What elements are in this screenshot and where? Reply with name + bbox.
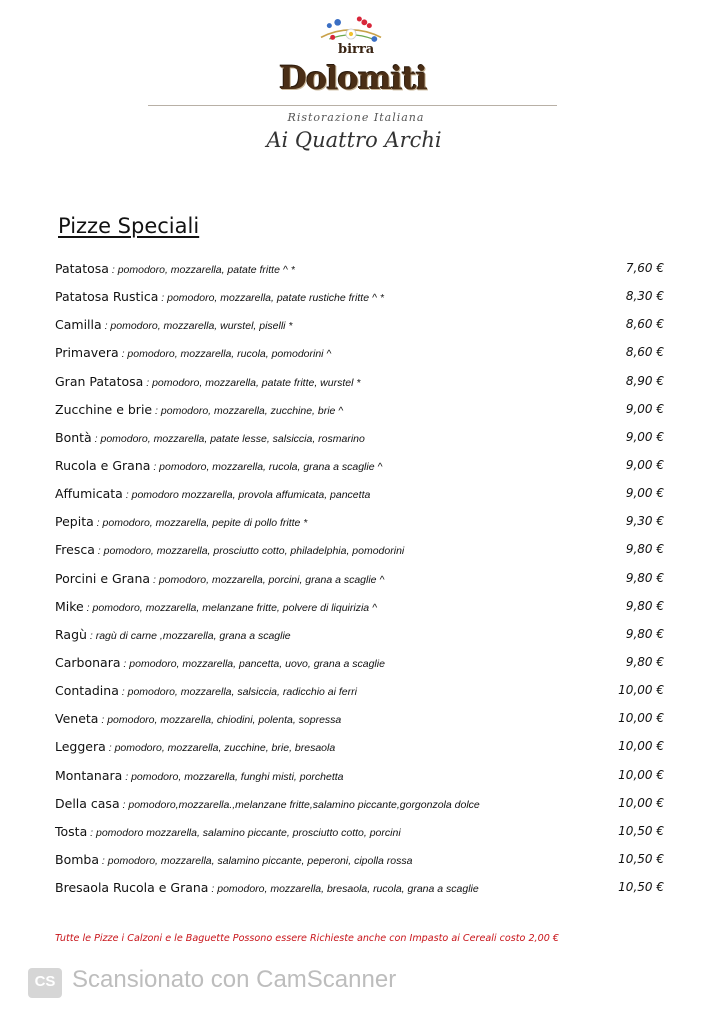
price-value: 10,00 bbox=[618, 683, 653, 698]
item-name: Primavera bbox=[55, 345, 119, 361]
item-separator: : bbox=[122, 489, 132, 502]
menu-item bbox=[55, 624, 664, 652]
item-description: pomodoro, mozzarella, patate fritte, wurstel * bbox=[152, 376, 361, 389]
item-price bbox=[612, 849, 664, 869]
item-name: Fresca bbox=[55, 542, 95, 558]
camscanner-watermark: Scansionato con CamScanner bbox=[72, 966, 397, 993]
menu-item bbox=[55, 680, 664, 708]
price-value: 10,00 bbox=[618, 767, 653, 782]
item-description: pomodoro, mozzarella, porcini, grana a scaglie ^ bbox=[158, 573, 385, 586]
price-value: 9,80 bbox=[625, 542, 653, 557]
item-description: pomodoro, mozzarella, salsiccia, radicchio ai ferri bbox=[127, 686, 357, 699]
item-price bbox=[612, 680, 664, 700]
menu-item bbox=[55, 286, 664, 314]
price-value: 8,60 bbox=[625, 317, 653, 332]
item-separator: : bbox=[122, 770, 132, 783]
item-description: pomodoro mozzarella, salamino piccante, prosciutto cotto, porcini bbox=[96, 826, 401, 839]
item-name: Bresaola Rucola e Grana bbox=[55, 880, 209, 896]
item-price bbox=[620, 258, 664, 278]
currency-symbol: € bbox=[656, 654, 664, 669]
menu-item bbox=[55, 765, 664, 793]
item-separator: : bbox=[150, 573, 159, 586]
item-price bbox=[612, 793, 664, 813]
item-description: pomodoro, mozzarella, rucola, pomodorini ^ bbox=[127, 348, 332, 361]
item-description: pomodoro, mozzarella, zucchine, brie, bresaola bbox=[114, 742, 336, 755]
menu-item bbox=[55, 399, 664, 427]
header-divider bbox=[148, 105, 557, 106]
item-name: Leggera bbox=[55, 739, 106, 755]
currency-symbol: € bbox=[656, 851, 664, 866]
price-value: 9,80 bbox=[625, 570, 653, 585]
price-value: 10,50 bbox=[618, 823, 653, 838]
price-value: 9,00 bbox=[625, 457, 653, 472]
menu-item bbox=[55, 849, 664, 877]
item-name: Bomba bbox=[55, 851, 99, 867]
price-value: 9,80 bbox=[625, 626, 653, 641]
item-separator: : bbox=[94, 545, 104, 558]
item-price bbox=[620, 342, 664, 362]
item-separator: : bbox=[99, 854, 108, 867]
item-name: Ragù bbox=[55, 626, 87, 642]
currency-symbol: € bbox=[656, 739, 664, 754]
item-separator: : bbox=[98, 714, 108, 727]
footer-note: Tutte le Pizze i Calzoni e le Baguette Possono essere Richieste anche con Impasto ai Cereali costo 2,00 € bbox=[55, 933, 559, 944]
item-description: pomodoro, mozzarella, patate fritte ^ * bbox=[117, 264, 295, 276]
currency-symbol: € bbox=[656, 317, 664, 332]
item-price bbox=[620, 596, 664, 616]
item-separator: : bbox=[118, 348, 128, 361]
item-description: pomodoro, mozzarella, pepite di pollo fritte * bbox=[102, 517, 308, 530]
item-price bbox=[612, 708, 664, 728]
item-price bbox=[620, 652, 664, 672]
menu-item bbox=[55, 568, 664, 596]
currency-symbol: € bbox=[656, 626, 664, 641]
menu-item bbox=[55, 652, 664, 680]
price-value: 9,80 bbox=[625, 598, 653, 613]
item-description: pomodoro, mozzarella, chiodini, polenta, sopressa bbox=[107, 714, 342, 727]
item-price bbox=[612, 736, 664, 756]
item-price bbox=[620, 371, 664, 391]
currency-symbol: € bbox=[656, 429, 664, 444]
item-separator: : bbox=[119, 798, 129, 811]
price-value: 7,60 bbox=[625, 261, 653, 275]
menu-item bbox=[55, 596, 664, 624]
item-description: pomodoro mozzarella, provola affumicata, pancetta bbox=[131, 489, 371, 502]
price-value: 10,00 bbox=[618, 711, 653, 726]
currency-symbol: € bbox=[656, 795, 664, 810]
item-name: Patatosa Rustica bbox=[55, 289, 159, 305]
brand-logo bbox=[278, 42, 428, 102]
item-name: Carbonara bbox=[55, 654, 121, 670]
item-name: Tosta bbox=[55, 823, 88, 839]
price-value: 8,60 bbox=[625, 345, 653, 360]
item-name: Rucola e Grana bbox=[55, 457, 151, 473]
item-description: pomodoro, mozzarella, pancetta, uovo, grana a scaglie bbox=[129, 657, 385, 670]
item-name: Camilla bbox=[55, 317, 102, 333]
price-value: 8,90 bbox=[625, 373, 653, 388]
item-name: Zucchine e brie bbox=[55, 401, 153, 417]
restaurant-name: Ai Quattro Archi bbox=[266, 128, 442, 152]
item-name: Veneta bbox=[55, 711, 99, 727]
item-separator: : bbox=[83, 601, 93, 614]
item-description: pomodoro, mozzarella, prosciutto cotto, philadelphia, pomodorini bbox=[103, 545, 405, 558]
item-separator: : bbox=[86, 629, 96, 642]
item-separator: : bbox=[101, 320, 111, 333]
menu-item bbox=[55, 793, 664, 821]
restaurant-logo bbox=[0, 0, 724, 160]
menu-item bbox=[55, 708, 664, 736]
item-separator: : bbox=[152, 404, 161, 417]
item-name: Mike bbox=[55, 598, 84, 614]
price-value: 8,30 bbox=[625, 289, 653, 304]
item-description: ragù di carne ,mozzarella, grana a scaglie bbox=[95, 629, 291, 642]
menu-item bbox=[55, 455, 664, 483]
item-price bbox=[620, 314, 664, 334]
price-value: 10,00 bbox=[618, 795, 653, 810]
price-value: 10,50 bbox=[618, 851, 653, 866]
currency-symbol: € bbox=[656, 823, 664, 838]
item-price bbox=[612, 765, 664, 785]
currency-symbol: € bbox=[656, 486, 664, 501]
menu-item bbox=[55, 877, 664, 905]
item-description: pomodoro, mozzarella, melanzane fritte, polvere di liquirizia ^ bbox=[92, 601, 377, 614]
item-price bbox=[620, 624, 664, 644]
item-price bbox=[620, 455, 664, 475]
menu-list bbox=[55, 258, 664, 905]
menu-item bbox=[55, 736, 664, 764]
item-description: pomodoro, mozzarella, salamino piccante, peperoni, cipolla rossa bbox=[107, 854, 413, 867]
price-value: 9,00 bbox=[625, 401, 653, 416]
menu-item bbox=[55, 314, 664, 342]
item-name: Montanara bbox=[55, 767, 123, 783]
item-name: Porcini e Grana bbox=[55, 570, 151, 586]
item-name: Della casa bbox=[55, 795, 120, 811]
item-separator: : bbox=[87, 826, 96, 839]
price-value: 9,00 bbox=[625, 486, 653, 501]
currency-symbol: € bbox=[656, 289, 664, 304]
item-price bbox=[620, 511, 664, 531]
item-separator: : bbox=[158, 292, 168, 305]
price-value: 9,00 bbox=[625, 429, 653, 444]
currency-symbol: € bbox=[656, 457, 664, 472]
item-name: Gran Patatosa bbox=[55, 373, 144, 389]
currency-symbol: € bbox=[656, 598, 664, 613]
price-value: 10,00 bbox=[618, 739, 653, 754]
item-separator: : bbox=[208, 883, 218, 896]
item-separator: : bbox=[93, 517, 103, 530]
currency-symbol: € bbox=[656, 683, 664, 698]
currency-symbol: € bbox=[656, 345, 664, 360]
item-price bbox=[620, 399, 664, 419]
item-description: pomodoro, mozzarella, patate rustiche fritte ^ * bbox=[167, 292, 384, 305]
item-description: pomodoro, mozzarella, wurstel, piselli * bbox=[110, 320, 293, 333]
logo-dolomiti-text: Dolomiti bbox=[279, 59, 427, 97]
currency-symbol: € bbox=[656, 261, 664, 275]
item-name: Contadina bbox=[55, 683, 119, 699]
price-value: 9,80 bbox=[625, 654, 653, 669]
item-description: pomodoro, mozzarella, rucola, grana a scaglie ^ bbox=[159, 460, 383, 473]
currency-symbol: € bbox=[656, 373, 664, 388]
menu-item bbox=[55, 258, 664, 286]
item-name: Affumicata bbox=[55, 486, 123, 502]
item-description: pomodoro, mozzarella, patate lesse, salsiccia, rosmarino bbox=[100, 432, 365, 445]
camscanner-logo-icon: CS bbox=[28, 968, 62, 998]
currency-symbol: € bbox=[656, 542, 664, 557]
currency-symbol: € bbox=[656, 570, 664, 585]
item-description: pomodoro,mozzarella.,melanzane fritte,salamino piccante,gorgonzola dolce bbox=[128, 798, 480, 811]
item-price bbox=[620, 427, 664, 447]
price-value: 10,50 bbox=[618, 880, 653, 895]
menu-item bbox=[55, 511, 664, 539]
item-price bbox=[620, 483, 664, 503]
item-separator: : bbox=[143, 376, 153, 389]
currency-symbol: € bbox=[656, 401, 664, 416]
section-title: Pizze Speciali bbox=[58, 214, 200, 238]
item-name: Pepita bbox=[55, 514, 94, 530]
currency-symbol: € bbox=[656, 767, 664, 782]
item-separator: : bbox=[105, 742, 115, 755]
item-description: pomodoro, mozzarella, zucchine, brie ^ bbox=[160, 404, 344, 417]
item-name: Bontà bbox=[55, 429, 92, 445]
item-description: pomodoro, mozzarella, funghi misti, porchetta bbox=[131, 770, 344, 783]
item-price bbox=[612, 877, 664, 897]
menu-item bbox=[55, 371, 664, 399]
item-price bbox=[612, 821, 664, 841]
item-price bbox=[620, 286, 664, 306]
restaurant-subtitle: Ristorazione Italiana bbox=[287, 111, 425, 124]
item-price bbox=[620, 568, 664, 588]
currency-symbol: € bbox=[656, 711, 664, 726]
item-separator: : bbox=[108, 264, 118, 276]
item-name: Patatosa bbox=[55, 261, 109, 276]
edelweiss-flowers-icon bbox=[305, 14, 397, 44]
currency-symbol: € bbox=[656, 514, 664, 529]
item-separator: : bbox=[120, 657, 130, 670]
item-separator: : bbox=[118, 686, 128, 699]
menu-item bbox=[55, 483, 664, 511]
item-separator: : bbox=[91, 432, 101, 445]
menu-item bbox=[55, 539, 664, 567]
price-value: 9,30 bbox=[625, 514, 653, 529]
currency-symbol: € bbox=[656, 880, 664, 895]
menu-item bbox=[55, 342, 664, 370]
menu-item bbox=[55, 427, 664, 455]
logo-birra-text: birra bbox=[338, 42, 375, 57]
item-description: pomodoro, mozzarella, bresaola, rucola, grana a scaglie bbox=[217, 883, 479, 896]
menu-item bbox=[55, 821, 664, 849]
item-price bbox=[620, 539, 664, 559]
item-separator: : bbox=[150, 460, 160, 473]
